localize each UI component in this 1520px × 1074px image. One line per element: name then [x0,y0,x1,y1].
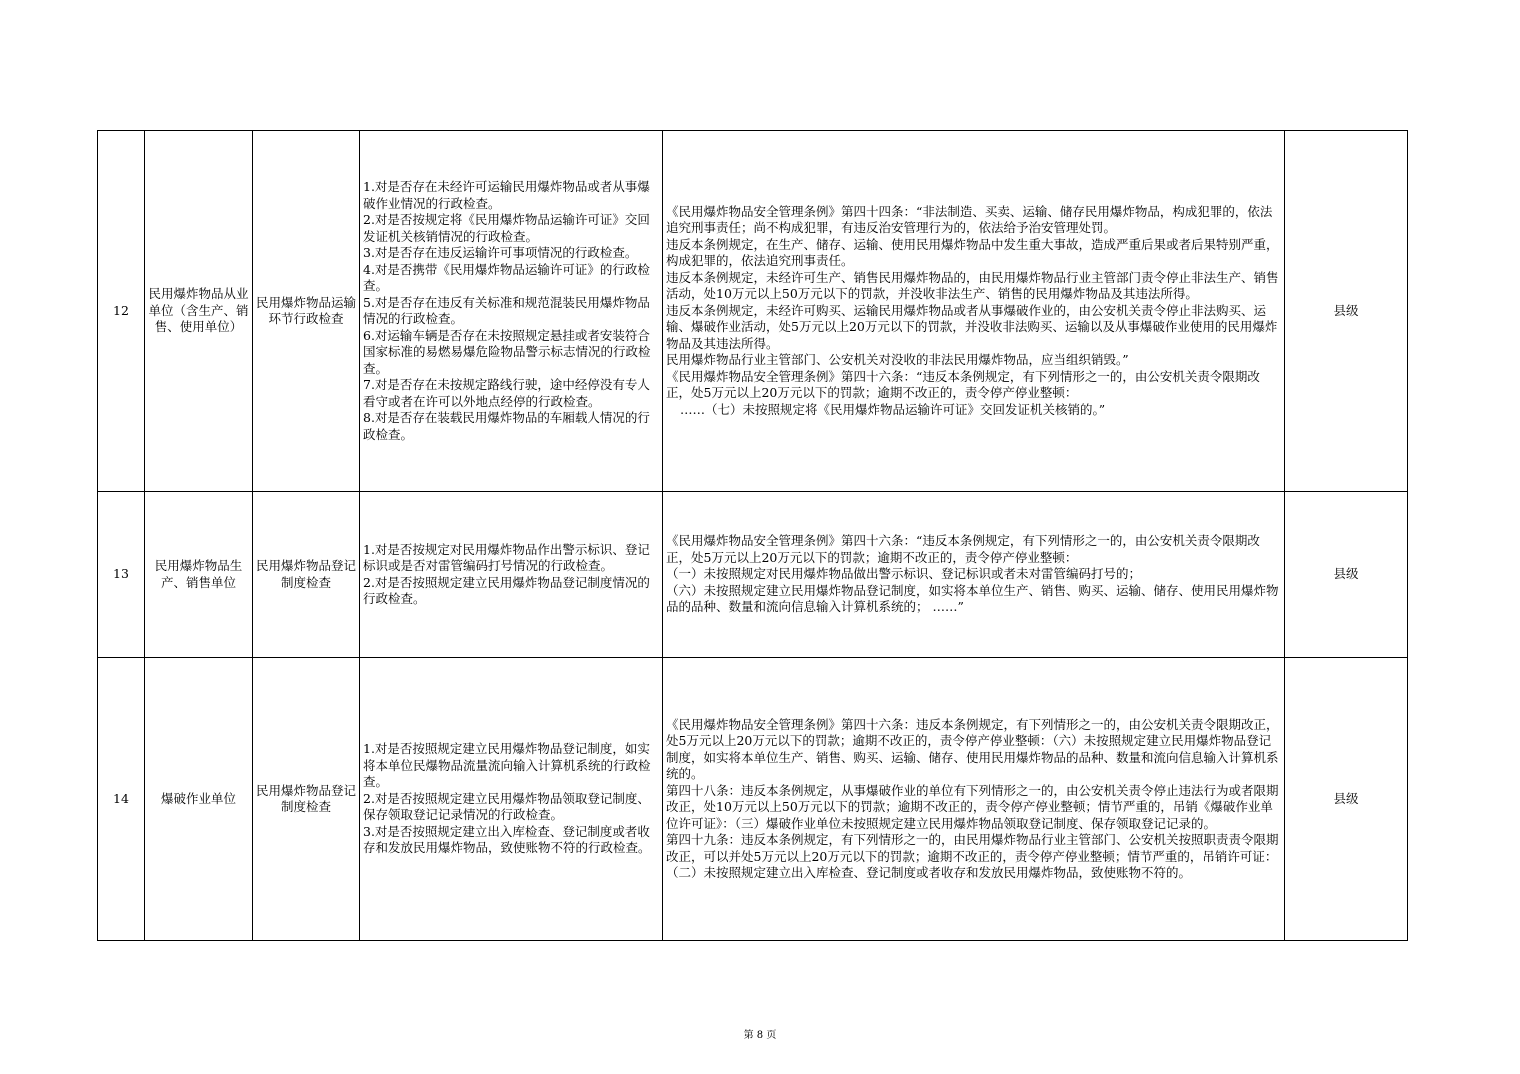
table-row [98,658,1408,941]
content-line: 1.对是否存在未经许可运输民用爆炸物品或者从事爆破作业情况的行政检查。 [363,179,650,211]
content-line: 1.对是否按规定对民用爆炸物品作出警示标识、登记标识或是否对雷管编码打号情况的行政检查。 [363,541,650,573]
basis-paragraph: 民用爆炸物品行业主管部门、公安机关对没收的非法民用爆炸物品，应当组织销毁。” [666,352,1129,368]
row-number: 14 [98,658,145,941]
basis-paragraph: （六）未按照规定建立民用爆炸物品登记制度，如实将本单位生产、销售、购买、运输、储存、使用民用爆炸物品的品种、数量和流向信息输入计算机系统的； ……” [666,582,1279,615]
inspection-item: 民用爆炸物品登记制度检查 [253,658,360,941]
basis-paragraph: 《民用爆炸物品安全管理条例》第四十六条：“违反本条例规定，有下列情形之一的，由公安机关责令限期改正，处5万元以上20万元以下的罚款；逾期不改正的，责令停产停业整顿： [666,533,1260,565]
enforcement-level: 县级 [1285,658,1408,941]
legal-basis [663,658,1285,941]
inspection-table [97,130,1408,941]
content-line: 2.对是否按照规定建立民用爆炸物品登记制度情况的行政检查。 [363,574,650,606]
legal-basis [663,492,1285,658]
table-row [98,131,1408,492]
table-row [98,492,1408,658]
inspection-object: 爆破作业单位 [145,658,253,941]
content-line: 1.对是否按照规定建立民用爆炸物品登记制度，如实将本单位民爆物品流量流向输入计算机系统的行政检查。 [363,741,651,790]
content-line: 2.对是否按规定将《民用爆炸物品运输许可证》交回发证机关核销情况的行政检查。 [363,212,650,244]
basis-paragraph: 《民用爆炸物品安全管理条例》第四十四条：“非法制造、买卖、运输、储存民用爆炸物品，构成犯罪的，依法追究刑事责任；尚不构成犯罪，有违反治安管理行为的，依法给予治安管理处罚。 [666,203,1273,236]
content-line: 3.对是否存在违反运输许可事项情况的行政检查。 [363,245,638,260]
basis-paragraph: ……（七）未按照规定将《民用爆炸物品运输许可证》交回发证机关核销的。” [680,401,1106,417]
inspection-content [360,131,663,492]
enforcement-level: 县级 [1285,492,1408,658]
content-line: 3.对是否按照规定建立出入库检查、登记制度或者收存和发放民用爆炸物品，致使账物不符的行政检查。 [363,823,651,856]
basis-paragraph: 违反本条例规定，在生产、储存、运输、使用民用爆炸物品中发生重大事故，造成严重后果或者后果特别严重，构成犯罪的，依法追究刑事责任。 [666,236,1279,269]
page-number: 第 8 页 [743,1030,777,1041]
basis-paragraph: 第四十九条：违反本条例规定，有下列情形之一的，由民用爆炸物品行业主管部门、公安机关按照职责责令限期改正，可以并处5万元以上20万元以下的罚款；逾期不改正的，责令停产停业整顿；情节严重的，吊销许可证：（二）未按照规定建立出入库检查、登记制度或者收存和发放民用爆炸物品，致使账物不符的。 [666,832,1279,880]
inspection-content [360,658,663,941]
inspection-item: 民用爆炸物品登记制度检查 [253,492,360,658]
legal-basis [663,131,1285,492]
basis-paragraph: 违反本条例规定，未经许可生产、销售民用爆炸物品的，由民用爆炸物品行业主管部门责令停止非法生产、销售活动，处10万元以上50万元以下的罚款，并没收非法生产、销售的民用爆炸物品及其违法所得。 [666,269,1279,302]
basis-paragraph: 违反本条例规定，未经许可购买、运输民用爆炸物品或者从事爆破作业的，由公安机关责令停止非法购买、运输、爆破作业活动，处5万元以上20万元以下的罚款，并没收非法购买、运输以及从事爆破作业使用的民用爆炸物品及其违法所得。 [666,302,1278,351]
row-number: 12 [98,131,145,492]
content-line: 2.对是否按照规定建立民用爆炸物品领取登记制度、保存领取登记记录情况的行政检查。 [363,790,650,823]
content-line: 7.对是否存在未按规定路线行驶，途中经停没有专人看守或者在许可以外地点经停的行政检查。 [363,377,650,409]
inspection-content [360,492,663,658]
basis-paragraph: 《民用爆炸物品安全管理条例》第四十六条：“违反本条例规定，有下列情形之一的，由公安机关责令限期改正，处5万元以上20万元以下的罚款；逾期不改正的，责令停产停业整顿： [666,368,1260,401]
content-line: 4.对是否携带《民用爆炸物品运输许可证》的行政检查。 [363,261,650,293]
inspection-item: 民用爆炸物品运输环节行政检查 [253,131,360,492]
basis-paragraph: 《民用爆炸物品安全管理条例》第四十六条：违反本条例规定，有下列情形之一的，由公安机关责令限期改正，处5万元以上20万元以下的罚款；逾期不改正的，责令停产停业整顿：（六）未按照规定建立民用爆炸物品登记制度，如实将本单位生产、销售、购买、运输、储存、使用民用爆炸物品的品种、数量和流向信息输入计算机系统的。 [666,716,1279,781]
content-line: 5.对是否存在违反有关标准和规范混装民用爆炸物品情况的行政检查。 [363,294,650,326]
content-line: 8.对是否存在装载民用爆炸物品的车厢载人情况的行政检查。 [363,410,650,442]
row-number: 13 [98,492,145,658]
inspection-object: 民用爆炸物品生产、销售单位 [145,492,253,658]
enforcement-level: 县级 [1285,131,1408,492]
basis-paragraph: （一）未按照规定对民用爆炸物品做出警示标识、登记标识或者未对雷管编码打号的； [666,566,1142,582]
basis-paragraph: 第四十八条：违反本条例规定，从事爆破作业的单位有下列情形之一的，由公安机关责令停止违法行为或者限期改正，处10万元以上50万元以下的罚款；逾期不改正的，责令停产停业整顿；情节严重的，吊销《爆破作业单位许可证》：（三）爆破作业单位未按照规定建立民用爆炸物品领取登记制度、保存领取登记记录的。 [666,782,1279,831]
content-line: 6.对运输车辆是否存在未按照规定悬挂或者安装符合国家标准的易燃易爆危险物品警示标志情况的行政检查。 [363,327,651,376]
inspection-object: 民用爆炸物品从业单位（含生产、销售、使用单位） [145,131,253,492]
